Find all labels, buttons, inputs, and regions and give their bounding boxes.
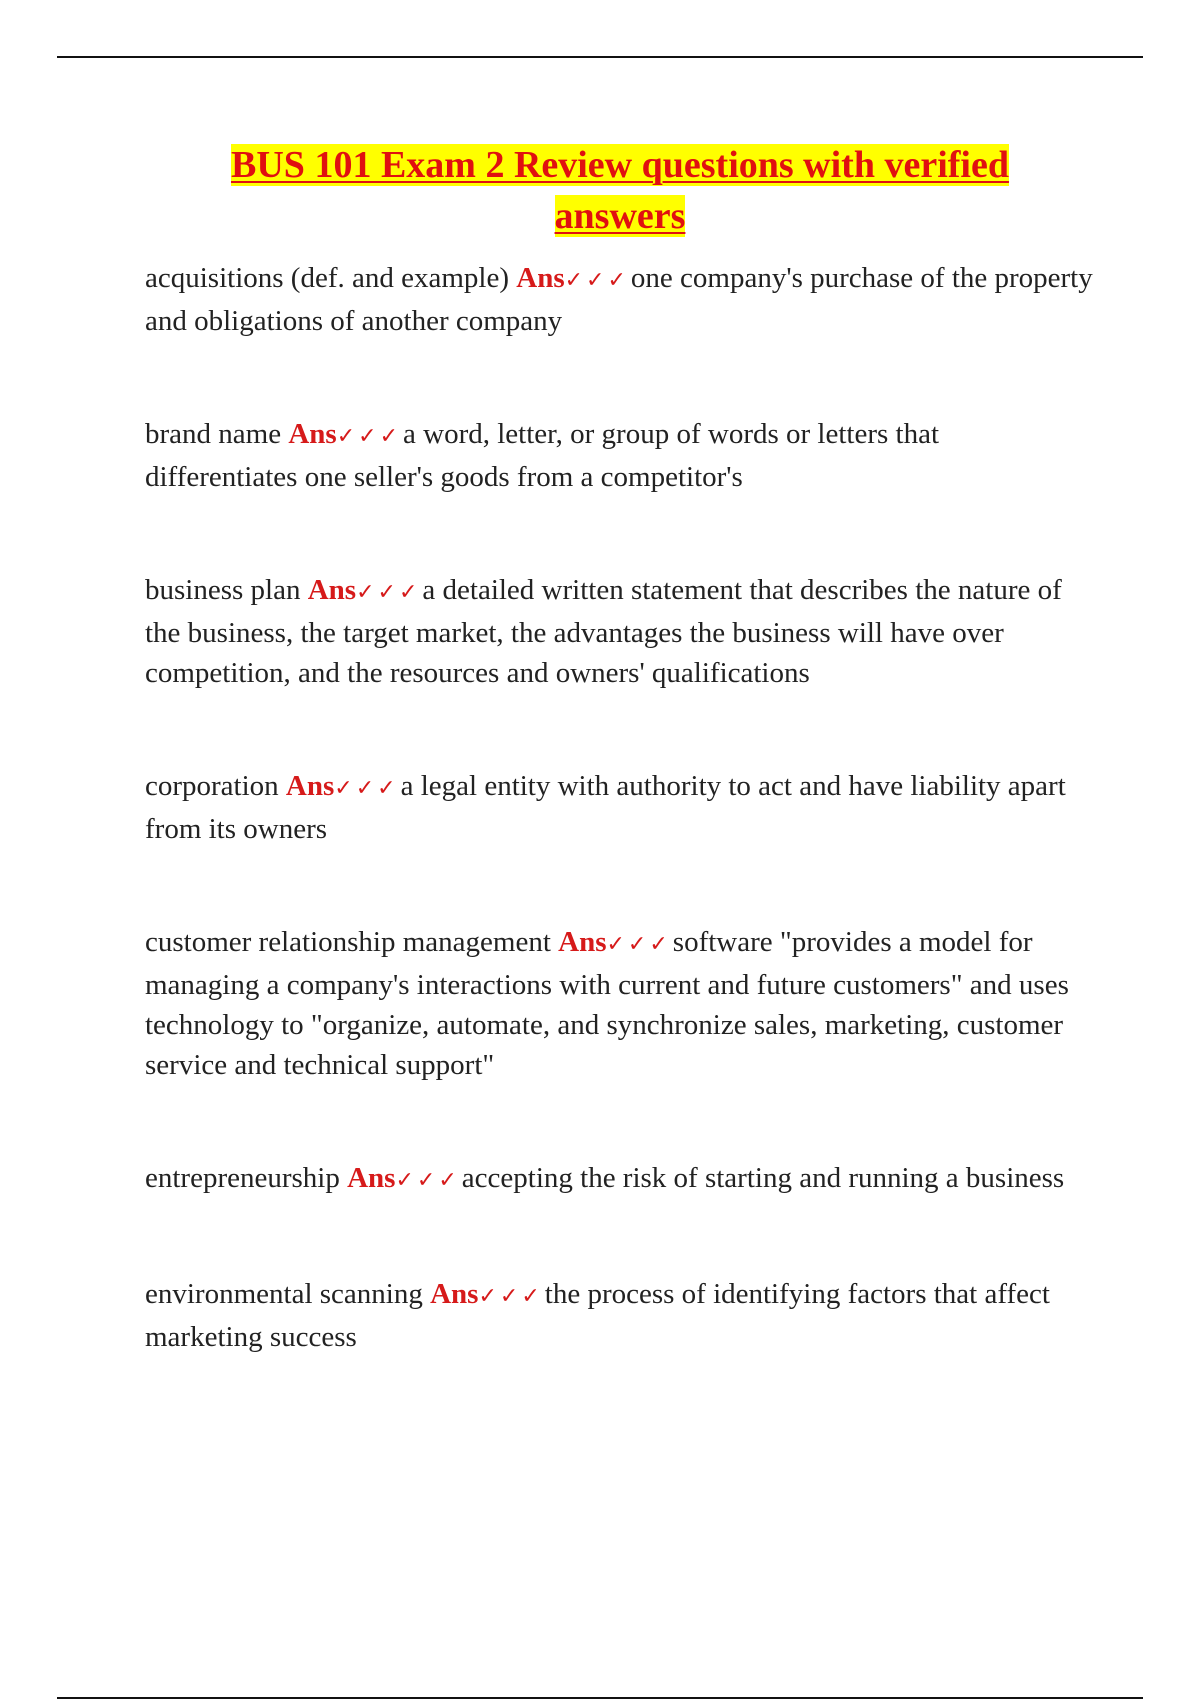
entry-term: environmental scanning xyxy=(145,1278,423,1310)
entry-definition: accepting the risk of starting and running a business xyxy=(461,1162,1065,1194)
entry-term: acquisitions (def. and example) xyxy=(145,262,509,294)
entry xyxy=(145,922,1095,1085)
check-marks-icon: ✓✓✓ xyxy=(336,424,402,449)
entry-definition: a legal entity with authority to act and have liability apart from its owners xyxy=(145,770,1066,845)
document-title-text: BUS 101 Exam 2 Review questions with verified answers xyxy=(231,144,1009,237)
answer-marker: Ans xyxy=(430,1278,479,1310)
answer-marker: Ans xyxy=(285,770,335,802)
answer-marker: Ans xyxy=(347,1162,396,1194)
entry-definition: a word, letter, or group of words or letters that differentiates one seller's goods from a competitor's xyxy=(145,418,940,493)
entry xyxy=(145,766,1095,849)
entry-term: entrepreneurship xyxy=(145,1162,340,1194)
check-marks-icon: ✓✓✓ xyxy=(395,1168,460,1193)
entry-definition: one company's purchase of the property and obligations of another company xyxy=(145,262,1093,337)
entry-definition: a detailed written statement that describes the nature of the business, the target market, the advantages the business will have over competition, and the resources and owners' qualifications xyxy=(145,574,1062,689)
entry-term: customer relationship management xyxy=(145,926,551,958)
check-marks-icon: ✓✓✓ xyxy=(606,932,671,957)
entry xyxy=(145,1158,1095,1201)
entry xyxy=(145,1274,1095,1357)
bottom-rule xyxy=(57,1697,1143,1699)
entry xyxy=(145,414,1095,497)
check-marks-icon: ✓✓✓ xyxy=(334,776,399,801)
answer-marker: Ans xyxy=(558,926,607,958)
entry-term: corporation xyxy=(145,770,279,802)
check-marks-icon: ✓✓✓ xyxy=(478,1284,543,1309)
document-title xyxy=(180,140,1060,242)
entry-definition: the process of identifying factors that affect marketing success xyxy=(145,1278,1050,1353)
entry-definition: software "provides a model for managing a company's interactions with current and future customers" and uses technology to "organize, automate, and synchronize sales, marketing, customer service and technical support" xyxy=(145,926,1069,1081)
answer-marker: Ans xyxy=(516,262,565,294)
entry-term: business plan xyxy=(145,574,301,606)
check-marks-icon: ✓✓✓ xyxy=(356,580,421,605)
answer-marker: Ans xyxy=(307,574,357,606)
entry xyxy=(145,258,1095,341)
entry-list xyxy=(145,258,1095,1430)
top-rule xyxy=(57,56,1143,58)
answer-marker: Ans xyxy=(288,418,337,450)
entry xyxy=(145,570,1095,693)
check-marks-icon: ✓✓✓ xyxy=(564,268,629,293)
entry-term: brand name xyxy=(145,418,282,450)
